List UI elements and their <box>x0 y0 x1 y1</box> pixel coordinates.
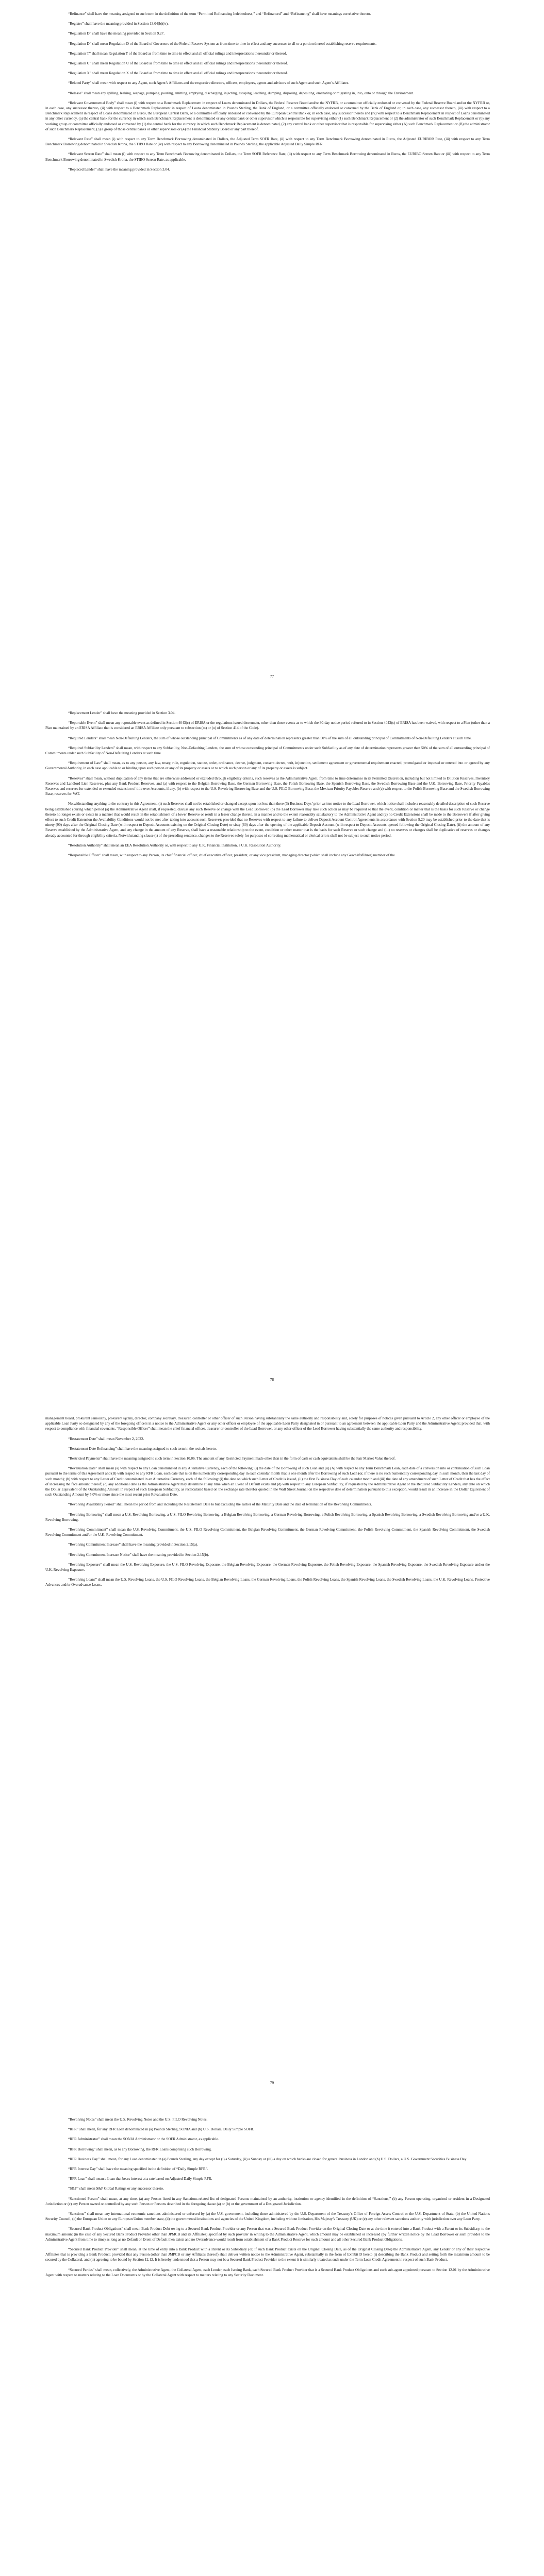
definition-refinance: “Refinance” shall have the meaning assigned to such term in the definition of the term “Permitted Refinancing Indebtedness,” and “Refinanced” and “Refinancing” shall have meanings correlative thereto. <box>68 12 371 16</box>
definition-rfr-borrowing: “RFR Borrowing” shall mean, as to any Borrowing, the RFR Loans comprising such Borrowing. <box>68 2147 212 2151</box>
definition-restatement-date: “Restatement Date” shall mean November 2, 2022. <box>68 1436 144 1441</box>
definition-register: “Register” shall have the meaning provided in Section 13.04(b)(iv). <box>68 22 169 26</box>
definition-sanctioned-person: “Sanctioned Person” shall mean, at any time, (a) any Person listed in any Sanctions-related list of designated Persons maintained by an authority, institution or agency identified in the definition of “Sanctions,” (b) any Person operating, organized or resident in a Designated Jurisdiction or (c) any Person owned or controlled by any such Person or Persons described in the foregoing clause (a) or (b) or the government of a Designated Jurisdiction. <box>45 2196 490 2206</box>
document-page-80 <box>0 2110 544 2576</box>
definition-restatement-date-refinancing: “Restatement Date Refinancing” shall have the meaning assigned to such term in the recitals hereto. <box>68 1446 217 1451</box>
definition-revaluation-date: “Revaluation Date” shall mean (a) with respect to any Loan denominated in any Alternative Currency, each of the following: (i) the date of the Borrowing of such Loan and (ii) (A) with respect to any Term Benchmark Loan, each date of a conversion into or continuation of such Loan pursuant to the terms of this Agreement and (B) with respect to any RFR Loan, each date that is on the numerically corresponding day in each calendar month that is one month after the Borrowing of such Loan (or, if there is no such numerically corresponding day in such month, then the last day of such month); (b) with respect to any Letter of Credit denominated in an Alternative Currency, each of the following: (i) the date on which such Letter of Credit is issued, (ii) the first Business Day of each calendar month and (iii) the date of any amendment of such Letter of Credit that has the effect of increasing the face amount thereof; (c) any additional date as the Administrative Agent may determine at any time when an Event of Default exists and (d) with respect to any European Subfacility, if requested by the Administrative Agent or the Required Subfacility Lenders, any date on which the Dollar Equivalent of the Outstanding Amount in respect of such European Subfacility, as recalculated based on the exchange rate therefor quoted in the Wall Street Journal on the respective date of determination pursuant to this exception, would result in an increase in the Dollar Equivalent of such Outstanding Amount by 5.0% or more since the most recent prior Revaluation Date. <box>45 1466 490 1497</box>
definition-secured-bank-product-provider: “Secured Bank Product Provider” shall mean, at the time of entry into a Bank Product with a Parent or its Subsidiary (or, if such Bank Product exists on the Original Closing Date, as of the Original Closing Date) the Administrative Agent, any Lender or any of their respective Affiliates that is providing a Bank Product; provided that any Person (other than JMPCB or any Affiliates thereof) shall deliver written notice to the Administrative Agent, substantially in the form of Exhibit D hereto (i) describing the Bank Product and setting forth the maximum amount to be secured by the Collateral, and (ii) agreeing to be bound by Section 12.12. It is hereby understood that a Person may not be a Secured Bank Product Provider to the extent it is similarly treated as such under the Term Loan Credit Agreement in respect of such Bank Product. <box>45 2247 490 2262</box>
definition-rfr-loan: “RFR Loan” shall mean a Loan that bears interest at a rate based on Adjusted Daily Simple RFR. <box>68 2177 212 2181</box>
definition-sp: “S&P” shall mean S&P Global Ratings or any successor thereto. <box>68 2187 164 2191</box>
definition-secured-bank-product-obligations: “Secured Bank Product Obligations” shall mean Bank Product Debt owing to a Secured Bank Product Provider or any Person that was a Secured Bank Product Provider on the Original Closing Date or at the time it entered into a Bank Product with a Parent or its Subsidiary, to the maximum amount (in the case of any Secured Bank Product Provider other than JPMCB and its Affiliates) specified by such provider in writing to the Administrative Agent, which amount may be established or increased (by further written notice by the Lead Borrower or such provider to the Administrative Agent from time to time) as long as no Default or Event of Default then exists and no Overadvance would result from establishment of a Bank Product Reserve for such amount and all other Secured Bank Product Obligations. <box>45 2227 490 2242</box>
definition-secured-parties: “Secured Parties” shall mean, collectively, the Administrative Agent, the Collateral Agent, each Lender, each Issuing Bank, each Secured Bank Product Provider that is a Secured Bank Product Obligations and each sub-agent appointed pursuant to Section 12.01 by the Administrative Agent with respect to matters relating to the Loan Documents or by the Collateral Agent with respect to matters relating to any Security Document. <box>45 2267 490 2277</box>
definition-regulation-d: “Regulation D” shall mean Regulation D of the Board of Governors of the Federal Reserve System as from time to time in effect and any successor to all or a portion thereof establishing reserve requirements. <box>68 41 377 46</box>
document-page-77 <box>0 0 544 703</box>
definition-relevant-screen-rate: “Relevant Screen Rate” shall mean (i) with respect to any Term Benchmark Borrowing denominated in Dollars, the Term SOFR Reference Rate, (ii) with respect to any Term Benchmark Borrowing denominated in Euros, the EURIBO Screen Rate or (iii) with respect to any Term Benchmark Borrowing denominated in Swedish Krona, the STIBO Screen Rate, as applicable. <box>45 152 490 162</box>
responsible-officer-continued: management board, prokurent samoistny, prokurent łączny, director, company secretary, treasurer, controller or other officer of such Person having substantially the same authority and responsibility and, solely for purposes of notices given pursuant to Article 2, any other officer or employee of the applicable Loan Party so designated by any of the foregoing officers in a notice to the Administrative Agent or any other officer or employee of the applicable Loan Party designated in or pursuant to an agreement between the applicable Loan Party and the Administrative Agent; provided that, with respect to compliance with financial covenants, “Responsible Officer” shall mean the chief financial officer, treasurer or controller of the Lead Borrower, or any other officer of the Lead Borrower having substantially the same authority and responsibility. <box>45 1416 490 1431</box>
definition-replaced-lender: “Replaced Lender” shall have the meaning provided in Section 3.04. <box>68 167 170 172</box>
definition-release: “Release” shall mean any spilling, leaking, seepage, pumping, pouring, emitting, emptying, discharging, injecting, escaping, leaching, dumping, disposing, depositing, emanating or migrating in, into, onto or through the Environment. <box>68 91 414 95</box>
definition-required-subfacility-lenders: “Required Subfacility Lenders” shall mean, with respect to any Subfacility, Non-Defaulting Lenders, the sum of whose outstanding principal of Commitments under such Subfacility as of any date of determination represents greater than 50% of the sum of all outstanding principal of Commitments under such Subfacility of Non-Defaulting Lenders at such time. <box>45 745 490 756</box>
definition-sanctions: “Sanctions” shall mean any international economic sanctions administered or enforced by (a) the U.S. government, including those administered by the U.S. Department of the Treasury’s Office of Foreign Assets Control or the U.S. Department of State, (b) the United Nations Security Council, (c) the European Union or any European Union member state, (d) the governmental institutions and agencies of the United Kingdom, including without limitation, His Majesty’s Treasury (UK) or (e) any other relevant sanctions authority with jurisdiction over any Loan Party. <box>45 2212 490 2222</box>
definition-rfr: “RFR” shall mean, for any RFR Loan denominated in (a) Pounds Sterling, SONIA and (b) U.S. Dollars, Daily Simple SOFR. <box>68 2127 254 2132</box>
definition-rfr-business-day: “RFR Business Day” shall mean, for any Loan denominated in (a) Pounds Sterling, any day except for (i) a Saturday, (ii) a Sunday or (iii) a day on which banks are closed for general business in London and (b) U.S. Dollars, a U.S. Government Securities Business Day. <box>68 2157 467 2161</box>
definition-revolving-loans: “Revolving Loans” shall mean the U.S. Revolving Loans, the U.S. FILO Revolving Loans, the Belgian Revolving Loans, the German Revolving Loans, the Polish Revolving Loans, the Spanish Revolving Loans, the Swedish Revolving Loans, the U.K. Revolving Loans, Protective Advances and/or Overadvance Loans. <box>45 1578 490 1587</box>
definition-required-lenders: “Required Lenders” shall mean Non-Defaulting Lenders, the sum of whose outstanding principal of Commitments as of any date of determination represents greater than 50% of the sum of all outstanding principal of Commitments of Non-Defaulting Lenders at such time. <box>68 736 472 740</box>
document-page-79 <box>0 1406 544 2110</box>
document-page-78 <box>0 703 544 1406</box>
definition-relevant-governmental-body: “Relevant Governmental Body” shall mean (i) with respect to a Benchmark Replacement in respect of Loans denominated in Dollars, the Federal Reserve Board and/or the NYFRB, or a committee officially endorsed or convened by the Federal Reserve Board and/or the NYFRB or, in each case, any successor thereto, (ii) with respect to a Benchmark Replacement in respect of Loans denominated in Pounds Sterling, the Bank of England, or a committee officially endorsed or convened by the Bank of England or, in each case, any successor thereto, (iii) with respect to a Benchmark Replacement in respect of Loans denominated in Euros, the European Central Bank, or a committee officially endorsed or convened by the European Central Bank or, in each case, any successor thereto and (iv) with respect to a Benchmark Replacement in respect of Loans denominated in any other currency, (a) the central bank for the currency in which such Benchmark Replacement is denominated or any central bank or other supervisor which is responsible for supervising either (1) such Benchmark Replacement or (2) the administrator of such Benchmark Replacement or (b) any working group or committee officially endorsed or convened by (1) the central bank for the currency in which such Benchmark Replacement is denominated, (2) any central bank or other supervisor that is responsible for supervising either (A) such Benchmark Replacement or (B) the administrator of such Benchmark Replacement, (3) a group of those central banks or other supervisors or (4) the Financial Stability Board or any part thereof. <box>45 100 490 131</box>
definition-reserves: “Reserves” shall mean, without duplication of any items that are otherwise addressed or excluded through eligibility criteria, such reserves as the Administrative Agent, from time to time determines in its Permitted Discretion, including but not limited to Dilution Reserves, Inventory Reserves and Landlord Lien Reserves, plus any Bank Product Reserves, and (a) with respect to the Belgian Borrowing Base, the German Borrowing Base, the Polish Borrowing Base, the Spanish Borrowing Base, the Swedish Borrowing Base and the U.K. Borrowing Base, Priority Payables Reserves and reserves for extended or extended extension of title over Accounts, if any, (b) with respect to the U.S. Revolving Borrowing Base and the U.S. FILO Borrowing Base, the Mexican Priority Payables Reserve and (c) with respect to the Polish Borrowing Base and the Swedish Borrowing Base, reserves for VAT. <box>45 776 490 796</box>
definition-resolution-authority: “Resolution Authority” shall mean an EEA Resolution Authority or, with respect to any U.K. Financial Institution, a U.K. Resolution Authority. <box>68 843 282 848</box>
definition-related-party: “Related Party” shall mean with respect to any Agent, such Agent’s Affiliates and the respective directors, officers, employees, agents and advisors of such Agent and such Agent’s Affiliates. <box>68 81 350 86</box>
definition-replacement-lender: “Replacement Lender” shall have the meaning provided in Section 3.04. <box>68 711 176 715</box>
definition-requirement-of-law: “Requirement of Law” shall mean, as to any person, any law, treaty, rule, regulation, statute, order, ordinance, decree, judgment, consent decree, writ, injunction, settlement agreement or governmental requirement enacted, promulgated or imposed or entered into or agreed by any Governmental Authority, in each case applicable to or binding upon such person or any of its property or assets or to which such person or any of its property or assets is subject. <box>45 761 490 771</box>
definition-restricted-payments: “Restricted Payments” shall have the meaning assigned to such term in Section 10.06. The amount of any Restricted Payment made other than in the form of cash or cash equivalents shall be the Fair Market Value thereof. <box>68 1456 396 1461</box>
definition-revolving-commitment-increase: “Revolving Commitment Increase” shall have the meaning provided in Section 2.15(a). <box>68 1543 198 1547</box>
definition-rfr-interest-day: “RFR Interest Day” shall have the meaning specified in the definition of “Daily Simple RFR”. <box>68 2167 208 2172</box>
definition-revolving-commitment: “Revolving Commitment” shall mean the U.S. Revolving Commitment, the U.S. FILO Revolving Commitment, the Belgian Revolving Commitment, the German Revolving Commitment, the Polish Revolving Commitment, the Spanish Revolving Commitment, the Swedish Revolving Commitment and/or the U.K. Revolving Commitment. <box>45 1528 490 1537</box>
definition-revolving-availability-period: “Revolving Availability Period” shall mean the period from and including the Restatement Date to but excluding the earlier of the Maturity Date and the date of termination of the Revolving Commitments. <box>68 1502 372 1507</box>
definition-responsible-officer: “Responsible Officer” shall mean, with respect to any Person, its chief financial officer, chief executive officer, president, or any vice president, managing director (which shall include any Geschäftsführer) member of the <box>68 853 395 858</box>
definition-regulation-u: “Regulation U” shall mean Regulation U of the Board as from time to time in effect and all official rulings and interpretations thereunder or thereof. <box>68 61 288 66</box>
definition-regulation-x: “Regulation X” shall mean Regulation X of the Board as from time to time in effect and all official rulings and interpretations thereunder or thereof. <box>68 71 288 76</box>
definition-relevant-rate: “Relevant Rate” shall mean (i) with respect to any Term Benchmark Borrowing denominated in Dollars, the Adjusted Term SOFR Rate, (ii) with respect to any Term Benchmark Borrowing denominated in Euros, the Adjusted EURIBOR Rate, (iii) with respect to any Term Benchmark Borrowing denominated in Swedish Krona, the STIBO Rate or (iv) with respect to any Borrowing denominated in Pounds Sterling, the applicable Adjusted Daily Simple RFR. <box>45 137 490 147</box>
definition-revolving-exposure: “Revolving Exposure” shall mean the U.S. Revolving Exposure, the U.S. FILO Revolving Exposure, the Belgian Revolving Exposure, the German Revolving Exposure, the Polish Revolving Exposure, the Spanish Revolving Exposure, the Swedish Revolving Exposure and/or the U.K. Revolving Exposure. <box>45 1562 490 1572</box>
reserves-notwithstanding: Notwithstanding anything to the contrary in this Agreement, (i) such Reserves shall not be established or changed except upon not less than three (3) Business Days’ prior written notice to the Lead Borrower, which notice shall include a reasonably detailed description of such Reserve being established (during which period (a) the Administrative Agent shall, if requested, discuss any such Reserve or change with the Lead Borrower, (b) the Lead Borrower may take such action as may be required so that the event, condition or matter that is the basis for such Reserve or change thereto no longer exists or exists in a manner that would result in the establishment of a lower Reserve or result in a lesser change thereto, in a manner and to the extent reasonably satisfactory to the Administrative Agent and (c) no Credit Extensions shall be made to the Borrowers if after giving effect to such Credit Extension the Availability Conditions would not be met after taking into account such Reserve); provided that no Reserves with respect to any failure to deliver Deposit Account Control Agreements in accordance with Section 9.20 may be established prior to the date that is ninety (90) days after the Original Closing Date (with respect to Deposit Accounts existing on the Original Closing Date) or sixty (60) days after the opening of the applicable Deposit Account (with respect to Deposit Accounts opened following the Original Closing Date), (ii) the amount of any Reserve established by the Administrative Agent, and any change in the amount of any Reserve, shall have a reasonable relationship to the event, condition or other matter that is the basis for such Reserve or such change and (iii) no reserves or changes shall be duplicative of reserves or changes already accounted for through eligibility criteria. Notwithstanding clause (i) of the preceding sentence, changes to the Reserves solely for purposes of correcting mathematical or clerical errors shall not be subject to such notice period. <box>45 802 490 838</box>
page-number: 77 <box>270 674 274 679</box>
definition-revolving-commitment-increase-notice: “Revolving Commitment Increase Notice” shall have the meaning provided in Section 2.15(b). <box>68 1552 209 1557</box>
page-number: 79 <box>270 2080 274 2085</box>
definition-rfr-administrator: “RFR Administrator” shall mean the SONIA Administrator or the SOFR Administrator, as applicable. <box>68 2137 219 2142</box>
definition-revolving-notes: “Revolving Notes” shall mean the U.S. Revolving Notes and the U.S. FILO Revolving Notes. <box>68 2117 208 2122</box>
definition-revolving-borrowing: “Revolving Borrowing” shall mean a U.S. Revolving Borrowing, a U.S. FILO Revolving Borrowing, a Belgian Revolving Borrowing, a German Revolving Borrowing, a Polish Revolving Borrowing, a Spanish Revolving Borrowing, a Swedish Revolving Borrowing and/or a U.K. Revolving Borrowing. <box>45 1512 490 1522</box>
definition-regulation-t: “Regulation T” shall mean Regulation T of the Board as from time to time in effect and all official rulings and interpretations thereunder or thereof. <box>68 51 287 56</box>
definition-reportable-event: “Reportable Event” shall mean any reportable event as defined in Section 4043(c) of ERISA or the regulations issued thereunder, other than those events as to which the 30-day notice period referred to in Section 4043(c) of ERISA has been waived, with respect to a Plan (other than a Plan maintained by an ERISA Affiliate that is considered an ERISA Affiliate only pursuant to subsection (m) or (o) of Section 414 of the Code). <box>45 721 490 731</box>
page-number: 78 <box>270 1377 274 1382</box>
definition-regulation-d-provided: “Regulation D” shall have the meaning provided in Section 9.27. <box>68 31 165 36</box>
